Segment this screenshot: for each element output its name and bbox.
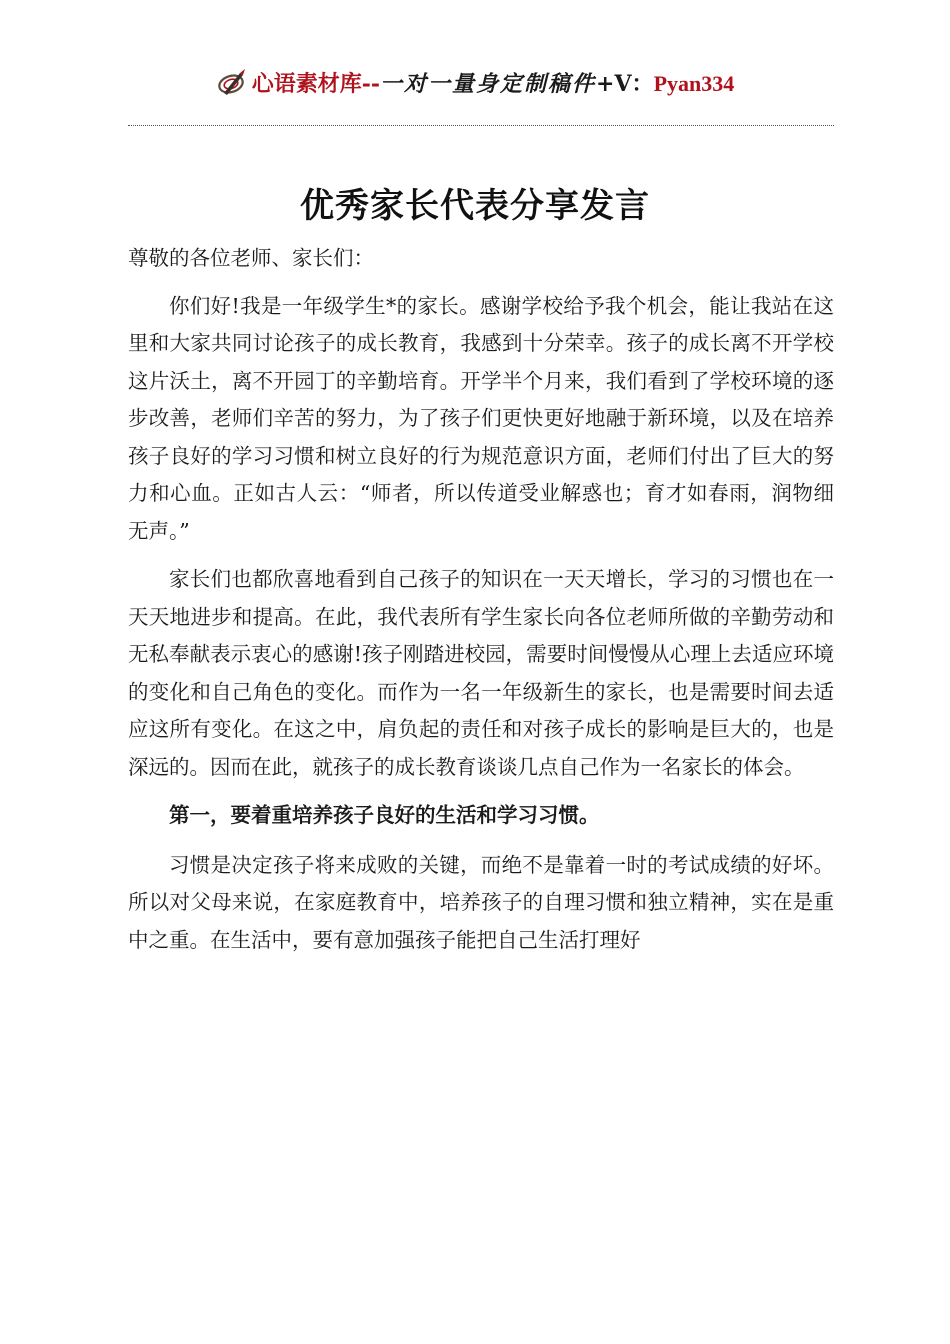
section-heading: 第一，要着重培养孩子良好的生活和学习习惯。 bbox=[169, 803, 600, 827]
document-body bbox=[128, 240, 834, 970]
contact-label: +V： bbox=[596, 70, 654, 97]
body-paragraph-2: 家长们也都欣喜地看到自己孩子的知识在一天天增长，学习的习惯也在一天天地进步和提高。在此，我代表所有学生家长向各位老师所做的辛勤劳动和无私奉献表示衷心的感谢!孩子刚踏进校园，需要时间慢慢从心理上去适应环境的变化和自己角色的变化。而作为一名一年级新生的家长，也是需要时间去适应这所有变化。在这之中，肩负起的责任和对孩子成长的影响是巨大的，也是深远的。因而在此，就孩子的成长教育谈谈几点自己作为一名家长的体会。 bbox=[128, 567, 834, 779]
header-tagline: 一对一量身定制稿件 bbox=[380, 70, 597, 97]
contact-id: Pyan334 bbox=[653, 70, 735, 96]
header-banner-text bbox=[252, 67, 735, 98]
section-paragraph: 习惯是决定孩子将来成败的关键，而绝不是靠着一时的考试成绩的好坏。所以对父母来说，在家庭教育中，培养孩子的自理习惯和独立精神，实在是重中之重。在生活中，要有意加强孩子能把自己生活打理好 bbox=[128, 852, 834, 952]
pen-swirl-logo-icon bbox=[216, 67, 250, 97]
page-header bbox=[0, 62, 950, 102]
header-divider bbox=[128, 125, 834, 126]
brand-separator: -- bbox=[361, 70, 381, 97]
greeting: 尊敬的各位老师、家长们： bbox=[128, 246, 374, 270]
body-paragraph-1: 你们好!我是一年级学生*的家长。感谢学校给予我个机会，能让我站在这里和大家共同讨论孩子的成长教育，我感到十分荣幸。孩子的成长离不开学校这片沃土，离不开园丁的辛勤培育。开学半个月来，我们看到了学校环境的逐步改善，老师们辛苦的努力，为了孩子们更快更好地融于新环境，以及在培养孩子良好的学习习惯和树立良好的行为规范意识方面，老师们付出了巨大的努力和心血。正如古人云：“师者，所以传道受业解惑也；育才如春雨，润物细无声。” bbox=[128, 293, 834, 543]
document-title: 优秀家长代表分享发言 bbox=[300, 186, 650, 226]
brand-name: 心语素材库 bbox=[251, 70, 362, 97]
